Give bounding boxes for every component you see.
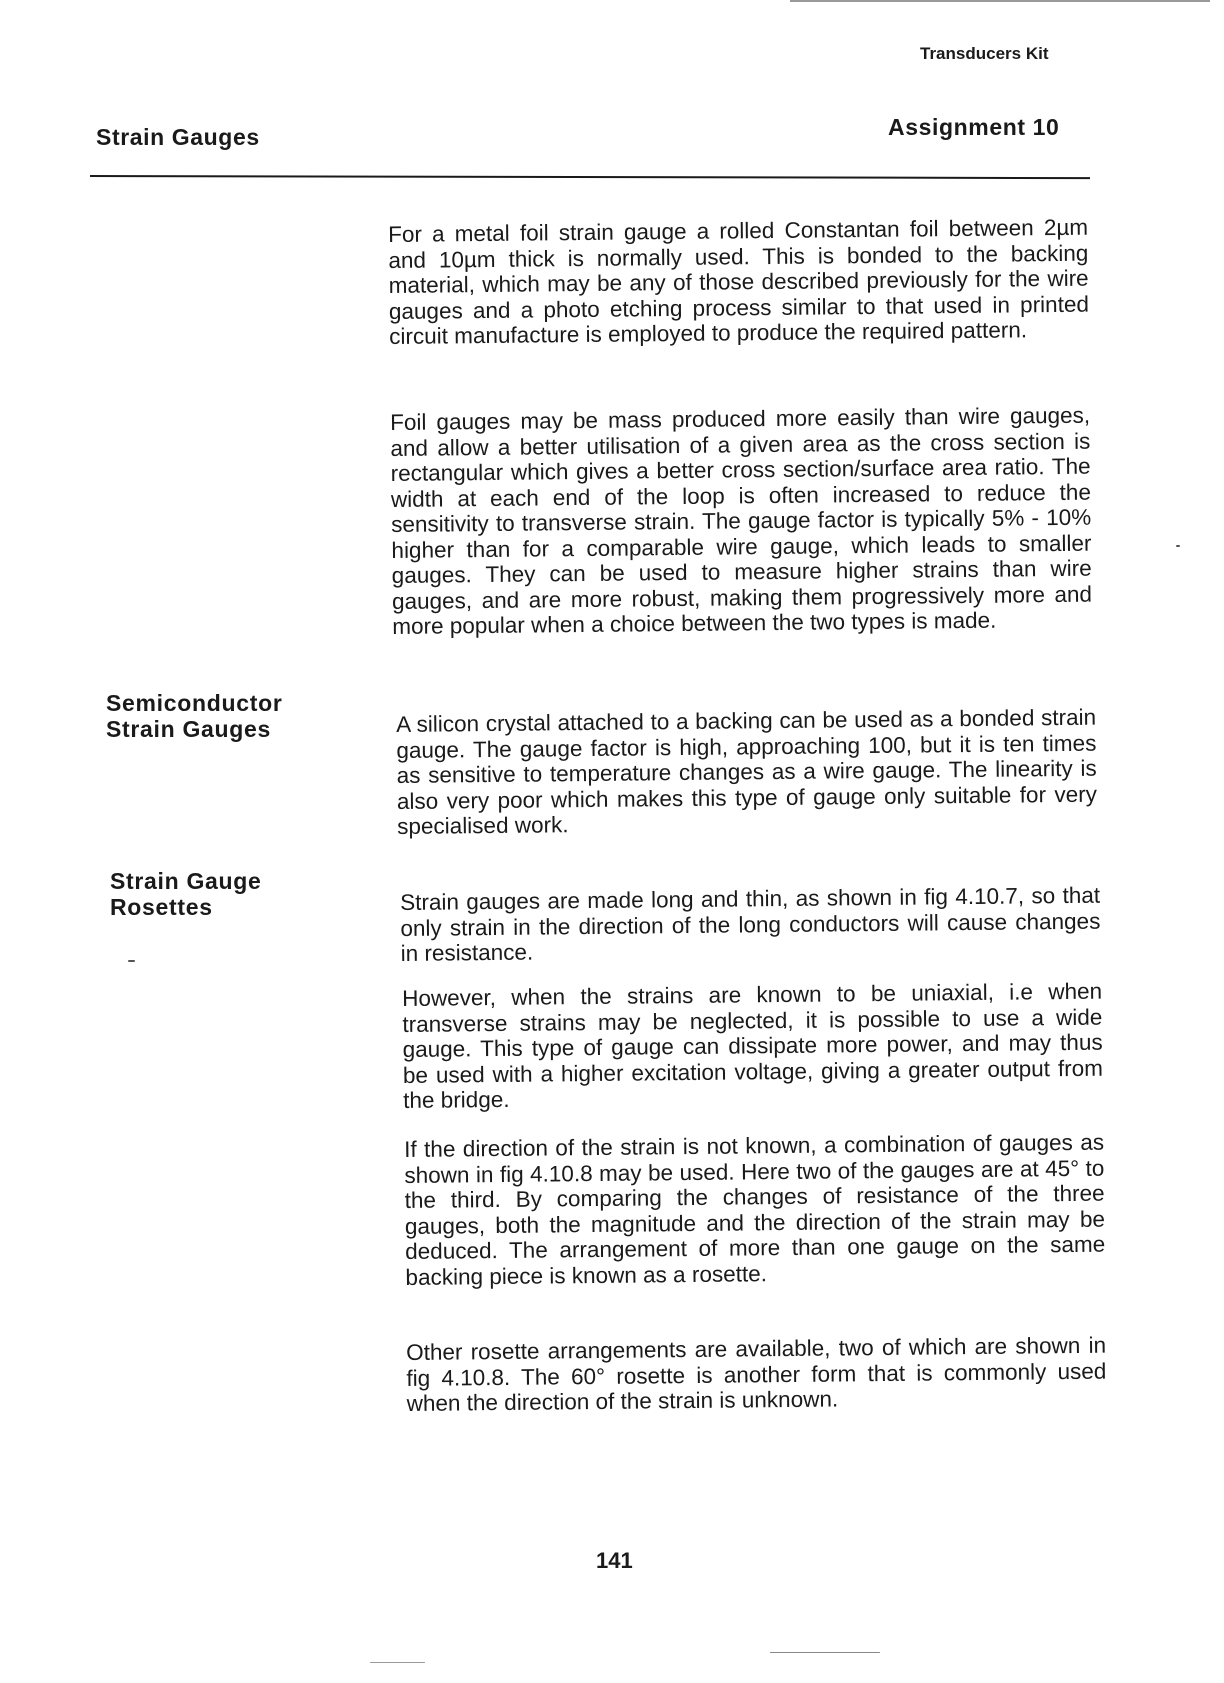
side-heading-line: Strain Gauge xyxy=(110,868,262,894)
scan-edge-line xyxy=(790,0,1210,2)
side-heading-line: Rosettes xyxy=(110,894,213,920)
page-number: 141 xyxy=(596,1548,633,1573)
paragraph-other-rosettes: Other rosette arrangements are available, two of which are shown in fig 4.10.8. The 60° rosette is another form that is commonly used when the direction of the strain is unknown. xyxy=(406,1332,1107,1416)
scan-speck xyxy=(370,1662,425,1663)
section-title: Strain Gauges xyxy=(96,124,260,150)
scan-speck xyxy=(128,960,135,962)
paragraph-rosette-combination: If the direction of the strain is not known, a combination of gauges as shown in fig 4.10.8 may be used. Here two of the gauges are at 45° to the third. By comparing the changes of resistance of the three gauges, both the magnitude and the direction of the strain may be deduced. The arrangement of more than one gauge on the same backing piece is known as a rosette. xyxy=(404,1129,1106,1290)
paragraph-semiconductor-gauges: A silicon crystal attached to a backing can be used as a bonded strain gauge. The gauge factor is high, approaching 100, but it is ten times as sensitive to temperature changes as a wire gauge. The linearity is also very poor which makes this type of gauge only suitable for very specialised work. xyxy=(396,704,1098,839)
paragraph-foil-gauge-advantages: Foil gauges may be mass produced more easily than wire gauges, and allow a better utilisation of a given area as the cross section is rectangular which gives a better cross section/surface area ratio. The width at each end of the loop is often increased to reduce the sensitivity to transverse strain. The gauge factor is typically 5% - 10% higher than for a comparable wire gauge, which leads to smaller gauges. They can be used to measure higher strains than wire gauges, and are more robust, making them progressively more and more popular when a choice between the two types is made. xyxy=(390,402,1093,639)
paragraph-long-thin-gauges: Strain gauges are made long and thin, as shown in fig 4.10.7, so that only strain in the direction of the long conductors will cause changes in resistance. xyxy=(400,882,1101,966)
scan-speck xyxy=(770,1652,880,1653)
scan-speck xyxy=(1176,545,1180,547)
header-divider xyxy=(90,175,1090,179)
paragraph-foil-gauge-intro: For a metal foil strain gauge a rolled Constantan foil between 2µm and 10µm thick is normally used. This is bonded to the backing material, which may be any of those described previously for the wire gauges and a photo etching process similar to that used in printed circuit manufacture is employed to produce the required pattern. xyxy=(388,214,1090,349)
side-heading-line: Semiconductor xyxy=(106,690,283,716)
kit-label: Transducers Kit xyxy=(920,44,1049,63)
paragraph-wide-gauges: However, when the strains are known to be uniaxial, i.e when transverse strains may be neglected, it is possible to use a wide gauge. This type of gauge can dissipate more power, and may thus be used with a higher excitation voltage, giving a greater output from the bridge. xyxy=(402,978,1104,1113)
side-heading-semiconductor xyxy=(106,690,283,742)
assignment-title: Assignment 10 xyxy=(888,114,1060,140)
side-heading-line: Strain Gauges xyxy=(106,716,272,742)
side-heading-rosettes xyxy=(110,868,262,920)
